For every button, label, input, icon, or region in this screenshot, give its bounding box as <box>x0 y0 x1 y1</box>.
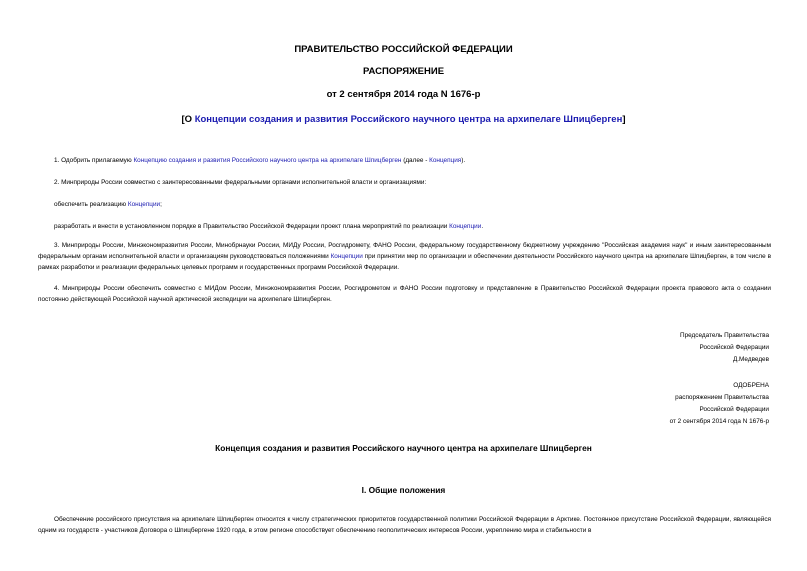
paragraph-2b-end: . <box>481 223 484 230</box>
document-type-heading: РАСПОРЯЖЕНИЕ <box>362 66 445 77</box>
paragraph-1-text-middle: (далее - <box>401 157 430 164</box>
concept-heading: Концепция создания и развития Российского научного центра на архипелаге Шпицберген <box>215 443 592 453</box>
paragraph-2: 2. Минприроды России совместно с заинтересованными федеральными органами исполнительной власти и организациями: <box>54 179 427 186</box>
approval-status: ОДОБРЕНА <box>733 382 769 389</box>
signature-name: Д.Медведев <box>732 356 769 363</box>
signature-country: Российской Федерации <box>699 344 769 351</box>
paragraph-2b-text: разработать и внести в установленном порядке в Правительство Российской Федерации проект плана мероприятий по реализации <box>54 223 450 230</box>
approval-block <box>670 380 769 428</box>
paragraph-3-text: 3. Минприроды России, Минэкономразвития России, Минобрнауки России, МИДу России, Росгидромету, ФАНО России, федеральному государственному бюджетному учреждению "Российская академия наук" и иным заинтересованным федеральным органам исполнительной власти и организациям руководствоваться положениями <box>38 242 771 260</box>
approval-by: распоряжением Правительства <box>675 394 769 401</box>
paragraph-3 <box>38 240 771 273</box>
paragraph-2a-text: обеспечить реализацию <box>54 201 128 208</box>
paragraph-1 <box>54 155 774 166</box>
paragraph-2a-end: ; <box>160 201 162 208</box>
section-heading: I. Общие положения <box>361 485 446 495</box>
issuer-heading: ПРАВИТЕЛЬСТВО РОССИЙСКОЙ ФЕДЕРАЦИИ <box>294 44 513 55</box>
paragraph-1-text: 1. Одобрить прилагаемую <box>54 157 134 164</box>
concept-link-3[interactable]: Концепции <box>330 253 363 260</box>
approval-date: от 2 сентября 2014 года N 1676-р <box>669 418 769 425</box>
paragraph-5: Обеспечение российского присутствия на архипелаге Шпицберген относится к числу стратегических приоритетов государственной политики Российской Федерации в Арктике. Постоянное присутствие Российской Федерации, являющейся одним из государств - участников Договора о Шпицбергене 1920 года, в этом регионе способствует обеспечению геополитических интересов России, укреплению мира и стабильности в <box>38 516 771 534</box>
signature-position: Председатель Правительства <box>680 332 769 339</box>
paragraph-2a <box>54 199 774 210</box>
concept-link-2b[interactable]: Концепции <box>449 223 482 230</box>
concept-link[interactable]: Концепцию создания и развития Российского научного центра на архипелаге Шпицберген <box>133 157 402 164</box>
concept-short-link[interactable]: Концепция <box>429 157 462 164</box>
paragraph-2b <box>54 221 774 232</box>
title-link[interactable]: Концепции создания и развития Российского научного центра на архипелаге Шпицберген <box>194 114 623 125</box>
title-open-bracket: [О <box>181 114 195 125</box>
concept-link-2a[interactable]: Концепции <box>127 201 161 208</box>
signature-block <box>680 330 769 366</box>
title-close-bracket: ] <box>622 114 626 125</box>
paragraph-1-text-end: ). <box>461 157 466 164</box>
document-title <box>0 114 807 125</box>
approval-country: Российской Федерации <box>699 406 769 413</box>
document-date-heading: от 2 сентября 2014 года N 1676-р <box>326 89 481 100</box>
paragraph-3-end: при принятии мер по организации и обеспечении деятельности Российского научного центра на архипелаге Шпицберген, в том числе в рамках разработки и реализации федеральных целевых программ и государственных программ Российской Федерации. <box>38 253 771 271</box>
paragraph-4: 4. Минприроды России обеспечить совместно с МИДом России, Минэкономразвития России, Росгидрометом и ФАНО России подготовку и представление в Правительство Российской Федерации проекта правового акта о создании постоянно действующей Российской научной арктической экспедиции на архипелаге Шпицберген. <box>38 285 771 303</box>
